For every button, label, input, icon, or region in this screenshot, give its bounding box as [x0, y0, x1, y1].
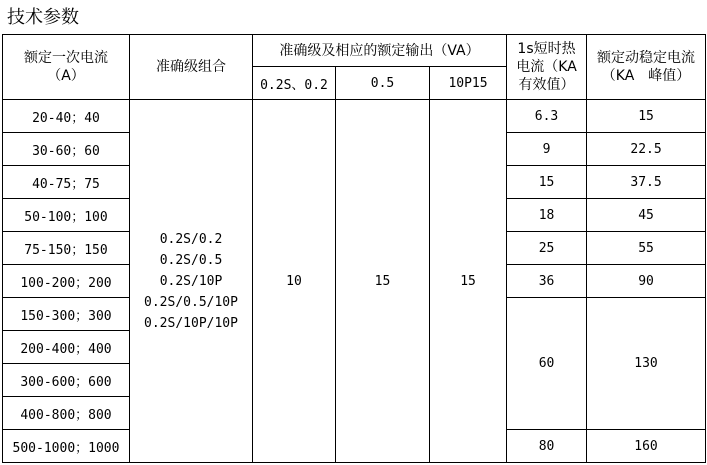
- current-cell: 400-800；800: [3, 397, 130, 430]
- current-cell: 40-75；75: [3, 166, 130, 199]
- output-05-cell: 15: [336, 100, 430, 463]
- header-row: [3, 35, 706, 67]
- header-dynamic-line1: 额定动稳定电流: [597, 50, 696, 66]
- current-cell: 20-40；40: [3, 100, 130, 133]
- current-cell: 30-60；60: [3, 133, 130, 166]
- thermal-cell: 9: [507, 133, 587, 166]
- current-cell: 300-600；600: [3, 364, 130, 397]
- dynamic-group-cell: 130: [587, 298, 706, 430]
- combo-item: 0.2S/10P/10P: [144, 315, 238, 331]
- spec-table: [2, 34, 706, 463]
- header-rated-current-line1: 额定一次电流: [24, 50, 108, 66]
- header-rated-output: 准确级及相应的额定输出（VA）: [253, 35, 507, 67]
- header-accuracy-combo: 准确级组合: [130, 35, 253, 100]
- thermal-cell: 36: [507, 265, 587, 298]
- header-rated-current: [3, 35, 130, 100]
- thermal-group-cell: 60: [507, 298, 587, 430]
- dynamic-cell: 22.5: [587, 133, 706, 166]
- combo-item: 0.2S/10P: [159, 273, 223, 289]
- page-title: 技术参数: [7, 7, 79, 28]
- header-rated-current-line2: （A）: [47, 68, 85, 84]
- output-10p15-cell: 15: [430, 100, 507, 463]
- current-cell: 200-400；400: [3, 331, 130, 364]
- header-thermal-line3: 有效值）: [518, 77, 575, 93]
- header-thermal-line1: 1s短时热: [517, 41, 576, 57]
- header-dynamic-line2: （KA 峰值）: [601, 68, 691, 84]
- dynamic-cell: 55: [587, 232, 706, 265]
- subheader-02s: 0.2S、0.2: [253, 67, 336, 100]
- header-thermal-line2: 电流（KA: [516, 59, 577, 75]
- dynamic-cell: 90: [587, 265, 706, 298]
- combo-item: 0.2S/0.5: [159, 252, 223, 268]
- thermal-cell: 25: [507, 232, 587, 265]
- thermal-cell: 18: [507, 199, 587, 232]
- thermal-cell: 6.3: [507, 100, 587, 133]
- subheader-05: 0.5: [336, 67, 430, 100]
- combo-item: 0.2S/0.2: [159, 231, 223, 247]
- current-cell: 100-200；200: [3, 265, 130, 298]
- output-02s-cell: 10: [253, 100, 336, 463]
- table-row: [3, 100, 706, 133]
- header-dynamic-current: [587, 35, 706, 100]
- thermal-cell: 80: [507, 430, 587, 463]
- header-thermal-current: [507, 35, 587, 100]
- dynamic-cell: 15: [587, 100, 706, 133]
- dynamic-cell: 45: [587, 199, 706, 232]
- subheader-10p15: 10P15: [430, 67, 507, 100]
- combo-item: 0.2S/0.5/10P: [144, 294, 238, 310]
- current-cell: 500-1000；1000: [3, 430, 130, 463]
- current-cell: 75-150；150: [3, 232, 130, 265]
- current-cell: 150-300；300: [3, 298, 130, 331]
- thermal-cell: 15: [507, 166, 587, 199]
- current-cell: 50-100；100: [3, 199, 130, 232]
- dynamic-cell: 37.5: [587, 166, 706, 199]
- dynamic-cell: 160: [587, 430, 706, 463]
- accuracy-combo-cell: [130, 100, 253, 463]
